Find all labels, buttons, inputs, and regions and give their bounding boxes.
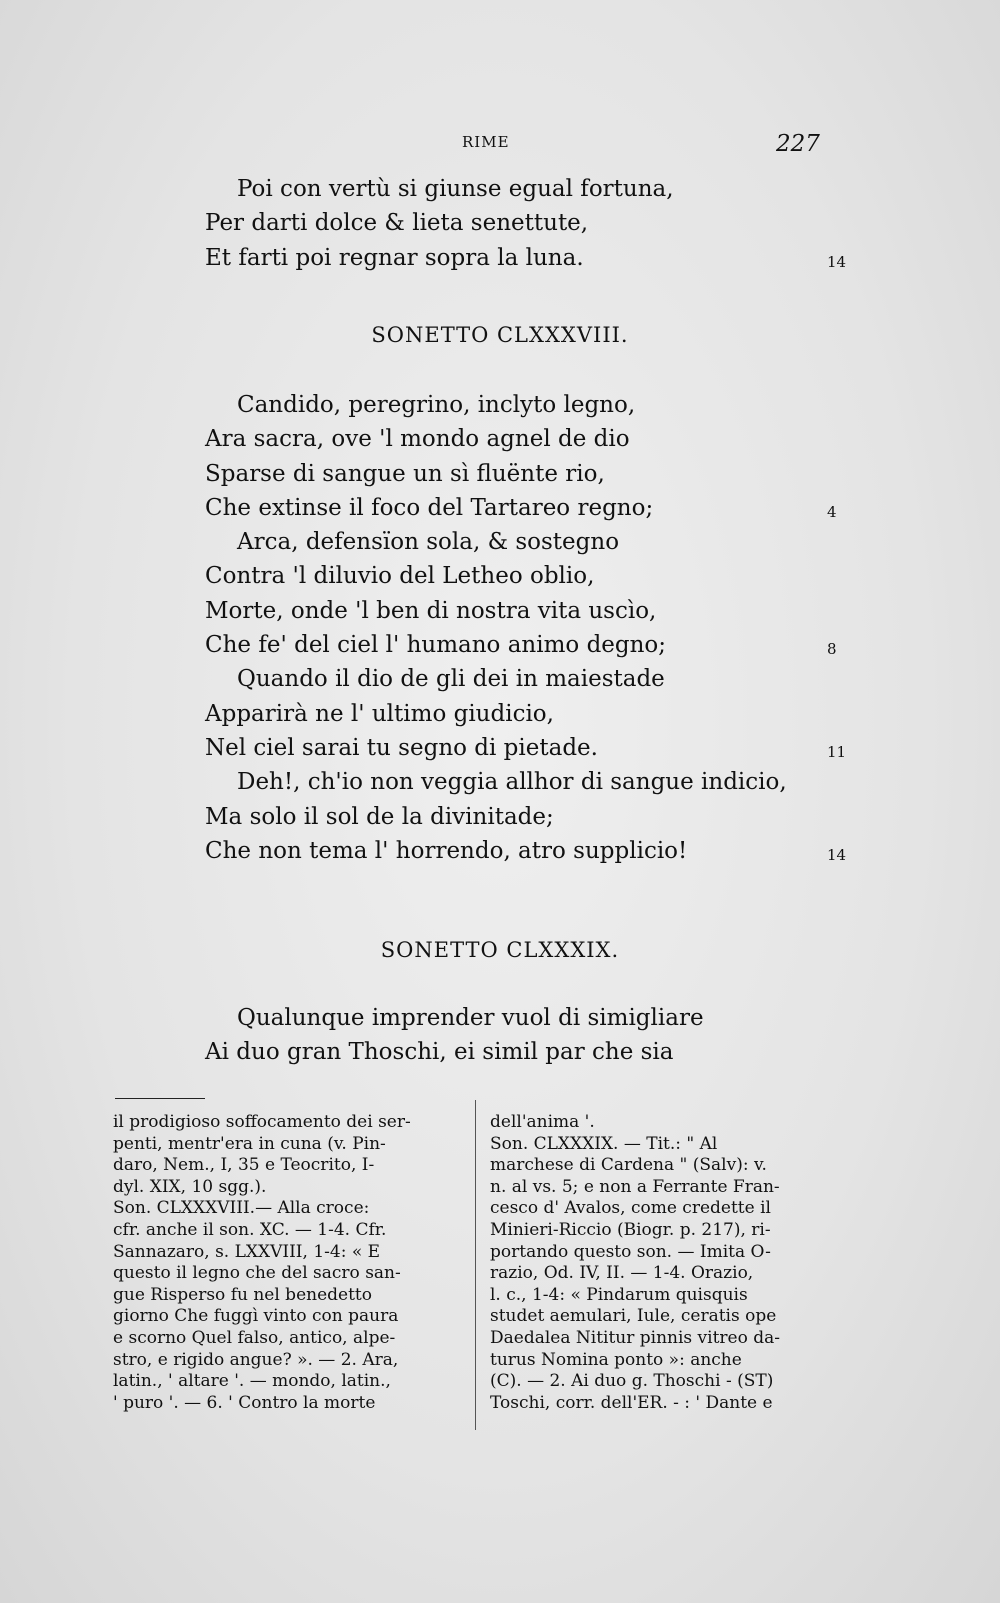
footnote-line: stro, e rigido angue? ». — 2. Ara, bbox=[113, 1349, 399, 1370]
footnote-line: e scorno Quel falso, antico, alpe- bbox=[113, 1327, 396, 1348]
verse-line bbox=[205, 491, 837, 525]
footnote-line: razio, Od. IV, II. — 1-4. Orazio, bbox=[490, 1263, 754, 1284]
verse-line-text: Contra 'l diluvio del Letheo oblio, bbox=[205, 563, 595, 590]
footnote-line: penti, mentr'era in cuna (v. Pin- bbox=[113, 1133, 386, 1154]
footnotes-left-column bbox=[113, 1112, 463, 1414]
verse-line-text: Ma solo il sol de la divinitade; bbox=[205, 803, 554, 830]
verse-line-text: Che extinse il foco del Tartareo regno; bbox=[205, 494, 654, 521]
verse-line-text: Morte, onde 'l ben di nostra vita uscìo, bbox=[205, 597, 657, 624]
footnote-line: cesco d' Avalos, come credette il bbox=[490, 1198, 771, 1219]
footnote-line: cfr. anche il son. XC. — 1-4. Cfr. bbox=[113, 1219, 387, 1240]
footnote-line: n. al vs. 5; e non a Ferrante Fran- bbox=[490, 1176, 780, 1197]
line-number: 8 bbox=[827, 640, 837, 659]
verse-line bbox=[205, 241, 847, 275]
verse-line-text: Ara sacra, ove 'l mondo agnel de dio bbox=[205, 426, 630, 453]
line-number: 14 bbox=[827, 252, 847, 271]
line-number: 4 bbox=[827, 502, 837, 521]
verse-line-text: Che non tema l' horrendo, atro supplicio! bbox=[205, 837, 688, 864]
verse-block-end-previous-sonnet bbox=[205, 172, 847, 275]
footnote-line: Daedalea Nititur pinnis vitreo da- bbox=[490, 1327, 781, 1348]
verse-line-text: Nel ciel sarai tu segno di pietade. bbox=[205, 734, 598, 761]
footnote-line: latin., ' altare '. — mondo, latin., bbox=[113, 1371, 391, 1392]
verse-line-text: Apparirà ne l' ultimo giudicio, bbox=[205, 700, 554, 727]
footnote-line: il prodigioso soffocamento dei ser- bbox=[113, 1112, 411, 1132]
verse-line bbox=[205, 800, 825, 834]
footnote-line: gue Risperso fu nel benedetto bbox=[113, 1284, 372, 1305]
verse-line bbox=[205, 1035, 825, 1069]
verse-line-text: Et farti poi regnar sopra la luna. bbox=[205, 244, 584, 271]
footnote-line: Son. CLXXXIX. — Tit.: " Al bbox=[490, 1133, 718, 1154]
footnote-line: dyl. XIX, 10 sgg.). bbox=[113, 1176, 267, 1197]
verse-line-text: Sparse di sangue un sì fluënte rio, bbox=[205, 460, 605, 487]
verse-line-text: Qualunque imprender vuol di simigliare bbox=[237, 1005, 704, 1031]
footnote-line: turus Nomina ponto »: anche bbox=[490, 1349, 742, 1370]
verse-line-text: Candido, peregrino, inclyto legno, bbox=[237, 392, 636, 418]
verse-block-sonnet-188 bbox=[205, 388, 847, 868]
verse-line bbox=[205, 1001, 825, 1035]
footnotes-right-column bbox=[490, 1112, 840, 1414]
footnote-line: giorno Che fuggì vinto con paura bbox=[113, 1306, 399, 1327]
verse-line bbox=[205, 206, 825, 240]
verse-line bbox=[205, 559, 825, 593]
line-number: 11 bbox=[827, 742, 847, 761]
verse-line bbox=[205, 172, 825, 206]
footnote-line: dell'anima '. bbox=[490, 1112, 595, 1132]
line-number: 14 bbox=[827, 845, 847, 864]
footnote-line: ' puro '. — 6. ' Contro la morte bbox=[113, 1392, 376, 1413]
footnote-line: Toschi, corr. dell'ER. - : ' Dante e bbox=[490, 1392, 773, 1413]
sonnet-title-188: SONETTO CLXXXVIII. bbox=[371, 323, 629, 347]
sonnet-title-189: SONETTO CLXXXIX. bbox=[380, 938, 620, 962]
footnote-rule bbox=[115, 1098, 205, 1099]
verse-line bbox=[205, 457, 825, 491]
verse-line bbox=[205, 834, 847, 868]
verse-line-text: Per darti dolce & lieta senettute, bbox=[205, 210, 589, 237]
verse-line bbox=[205, 765, 825, 799]
verse-line-text: Arca, defensïon sola, & sostegno bbox=[237, 529, 620, 556]
footnote-line: Minieri-Riccio (Biogr. p. 217), ri- bbox=[490, 1219, 771, 1240]
footnote-line: studet aemulari, Iule, ceratis ope bbox=[490, 1306, 777, 1327]
verse-line bbox=[205, 422, 825, 456]
verse-line bbox=[205, 525, 825, 559]
verse-line bbox=[205, 662, 825, 696]
footnote-line: Sannazaro, s. LXXVIII, 1-4: « E bbox=[113, 1241, 381, 1262]
running-title: RIME bbox=[462, 133, 510, 151]
footnote-line: l. c., 1-4: « Pindarum quisquis bbox=[490, 1284, 748, 1305]
footnote-line: marchese di Cardena " (Salv): v. bbox=[490, 1155, 767, 1176]
verse-line-text: Ai duo gran Thoschi, ei simil par che sia bbox=[205, 1039, 674, 1066]
verse-line bbox=[205, 594, 825, 628]
verse-line-text: Che fe' del ciel l' humano animo degno; bbox=[205, 632, 667, 659]
verse-line bbox=[205, 731, 847, 765]
footnote-line: portando questo son. — Imita O- bbox=[490, 1241, 771, 1262]
footnote-column-divider bbox=[475, 1100, 476, 1430]
footnote-line: questo il legno che del sacro san- bbox=[113, 1263, 401, 1284]
footnote-line: (C). — 2. Ai duo g. Thoschi - (ST) bbox=[490, 1371, 774, 1392]
footnote-line: daro, Nem., I, 35 e Teocrito, I- bbox=[113, 1155, 375, 1176]
verse-line bbox=[205, 628, 837, 662]
verse-line-text: Deh!, ch'io non veggia allhor di sangue indicio, bbox=[237, 769, 787, 796]
footnote-line: Son. CLXXXVIII.— Alla croce: bbox=[113, 1198, 370, 1219]
verse-line bbox=[205, 388, 825, 422]
verse-line-text: Quando il dio de gli dei in maiestade bbox=[237, 666, 665, 693]
verse-line bbox=[205, 697, 825, 731]
verse-line-text: Poi con vertù si giunse egual fortuna, bbox=[237, 176, 674, 202]
verse-block-sonnet-189 bbox=[205, 1001, 825, 1070]
page-number: 227 bbox=[776, 131, 820, 157]
